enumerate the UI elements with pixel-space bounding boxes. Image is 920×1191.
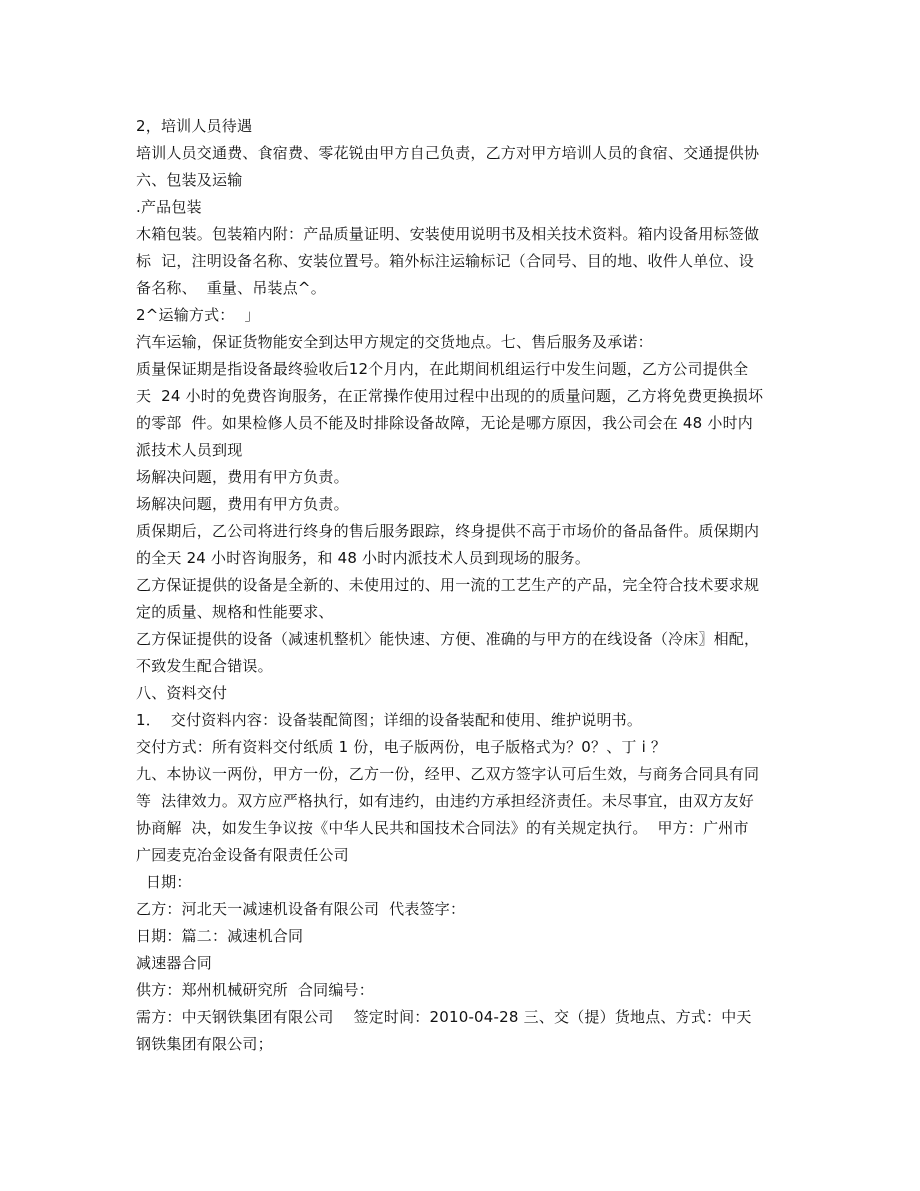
text-line: 2^运输方式： 」 [136, 306, 260, 324]
text-line: .产品包装 [136, 198, 202, 216]
text-line: 派技术人员到现 [136, 441, 243, 459]
text-line: 定的质量、规格和性能要求、 [136, 603, 334, 621]
text-line: 乙方保证提供的设备是全新的、未使用过的、用一流的工艺生产的产品，完全符合技术要求规 [136, 576, 760, 594]
text-line: 1． 交付资料内容：设备装配简图；详细的设备装配和使用、维护说明书。 [136, 711, 643, 729]
text-line: 场解决问题，费用有甲方负责。 [136, 468, 349, 486]
text-line: 钢铁集团有限公司； [136, 1035, 273, 1053]
date-line: 日期： [136, 873, 192, 891]
text-line: 乙方保证提供的设备（减速机整机〉能快速、方便、准确的与甲方的在线设备（冷床〗相配， [136, 630, 760, 648]
text-line: 备名称、 重量、吊装点^。 [136, 279, 326, 297]
text-line: 标 记，注明设备名称、安装位置号。箱外标注运输标记（合同号、目的地、收件人单位、设 [136, 252, 754, 270]
text-line: 汽车运输，保证货物能安全到达甲方规定的交货地点。七、售后服务及承诺： [136, 333, 653, 351]
text-line: 场解决问题，费用有甲方负责。 [136, 495, 349, 513]
text-line: 供方：郑州机械研究所 合同编号： [136, 981, 374, 999]
text-line: 需方：中天钢铁集团有限公司 签定时间：2010-04-28 三、交（提）货地点、方式：中天 [136, 1008, 752, 1026]
text-line: 质量保证期是指设备最终验收后12个月内，在此期间机组运行中发生问题，乙方公司提供全 [136, 360, 749, 378]
text-line: 九、本协议一两份，甲方一份，乙方一份，经甲、乙双方签字认可后生效，与商务合同具有同 [136, 765, 760, 783]
text-line: 的零部 件。如果检修人员不能及时排除设备故障，无论是哪方原因，我公司会在 48 小时内 [136, 414, 753, 432]
text-line: 乙方：河北天一减速机设备有限公司 代表签字： [136, 900, 466, 918]
text-line: 等 法律效力。双方应严格执行，如有违约，由违约方承担经济责任。未尽事宜，由双方友好 [136, 792, 754, 810]
text-line: 的全天 24 小时咨询服务，和 48 小时内派技术人员到现场的服务。 [136, 549, 591, 567]
document-subtitle: 减速器合同 [136, 954, 213, 972]
text-line: 广园麦克冶金设备有限责任公司 [136, 846, 349, 864]
text-line: 交付方式：所有资料交付纸质 1 份，电子版两份，电子版格式为？0？、丁 i ？ [136, 738, 667, 756]
text-line: 2，培训人员待遇 [136, 117, 253, 135]
section-heading: 八、资料交付 [136, 684, 228, 702]
text-line: 木箱包装。包装箱内附：产品质量证明、安装使用说明书及相关技术资料。箱内设备用标签做 [136, 225, 760, 243]
text-line: 天 24 小时的免费咨询服务，在正常操作使用过程中出现的的质量问题，乙方将免费更换损坏 [136, 387, 764, 405]
text-line: 不致发生配合错误。 [136, 657, 273, 675]
text-line: 日期：篇二：减速机合同 [136, 927, 304, 945]
text-line: 协商解 决，如发生争议按《中华人民共和国技术合同法》的有关规定执行。 甲方：广州市 [136, 819, 749, 837]
text-line: 质保期后，乙公司将进行终身的售后服务跟踪，终身提供不高于市场价的备品备件。质保期内 [136, 522, 760, 540]
contract-text-block [136, 113, 796, 1058]
section-heading: 六、包装及运输 [136, 171, 243, 189]
text-line: 培训人员交通费、食宿费、零花锐由甲方自己负责，乙方对甲方培训人员的食宿、交通提供协 [136, 144, 760, 162]
